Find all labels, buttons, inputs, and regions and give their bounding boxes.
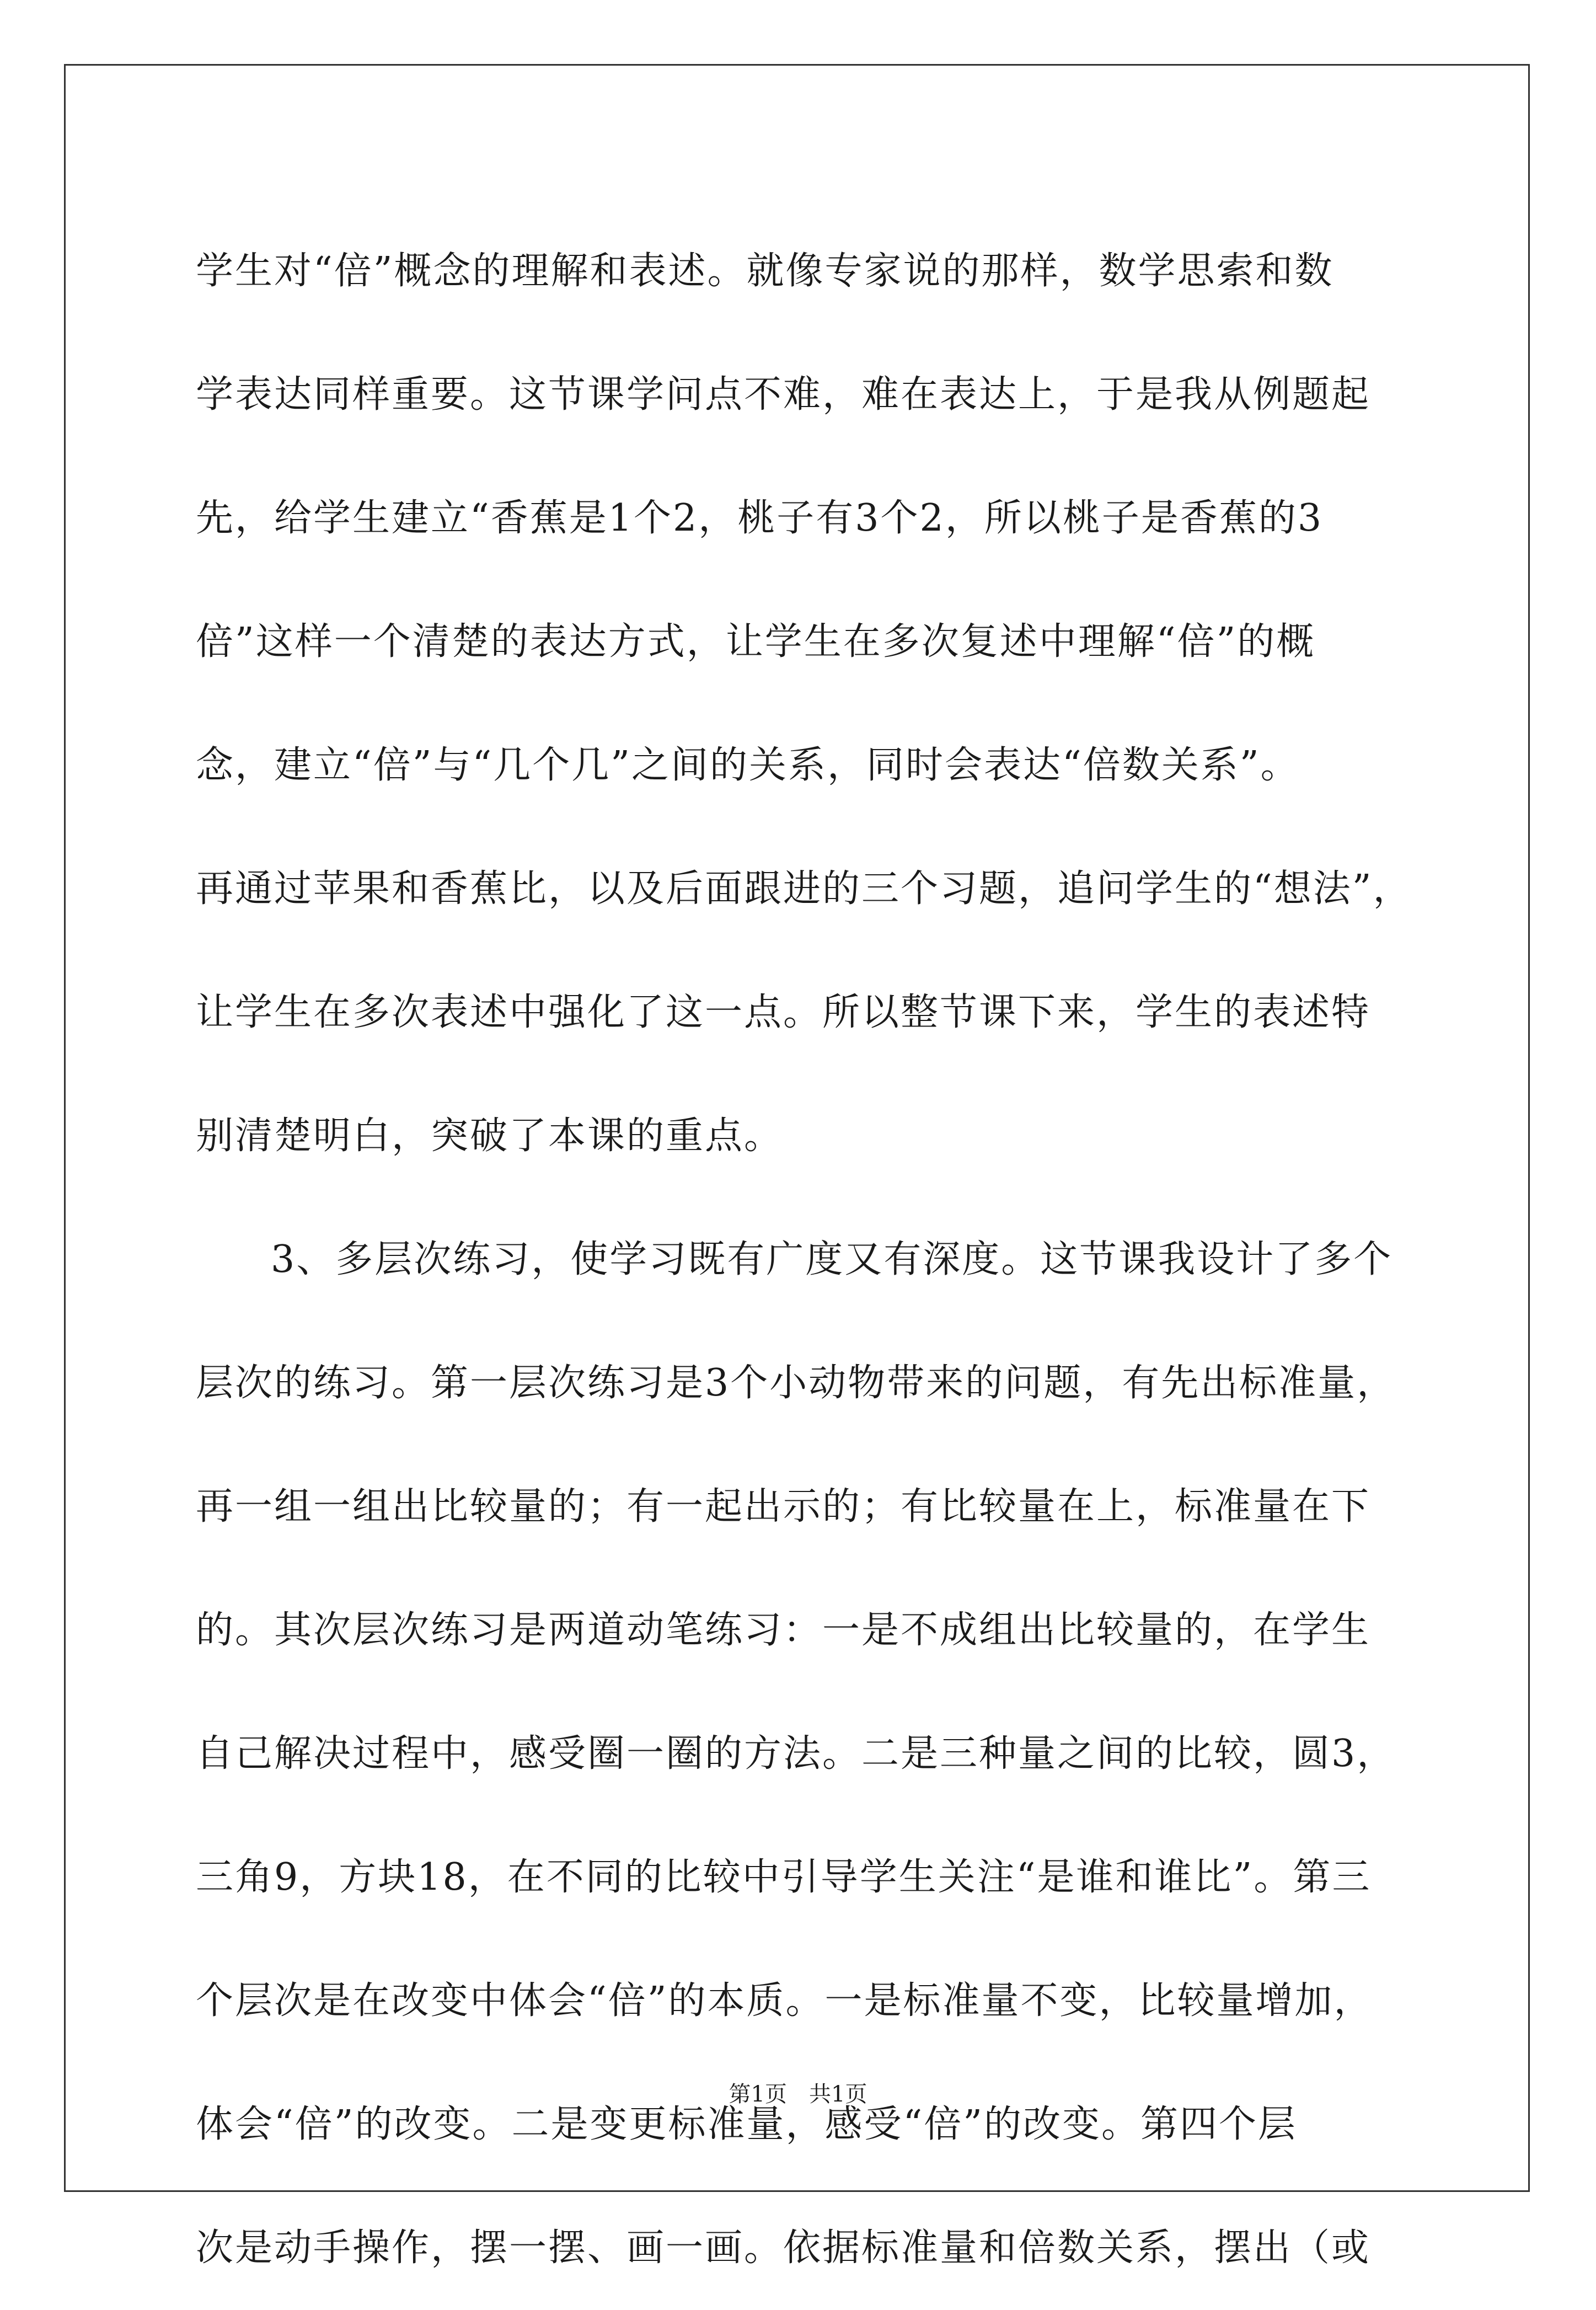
text-line: 念，建立“倍”与“几个几”之间的关系，同时会表达“倍数关系”。 [196,744,1300,787]
text-line: 次是动手操作，摆一摆、画一画。依据标准量和倍数关系，摆出（或 [196,2226,1371,2270]
text-line: 先，给学生建立“香蕉是1个2，桃子有3个2，所以桃子是香蕉的3 [196,496,1324,540]
document-body [196,210,1453,2310]
page-number-footer: 第1页 共1页 [729,2082,867,2107]
text-line: 倍”这样一个清楚的表达方式，让学生在多次复述中理解“倍”的概 [196,620,1316,664]
text-line: 学表达同样重要。这节课学问点不难，难在表达上，于是我从例题起 [196,373,1371,416]
text-line: 个层次是在改变中体会“倍”的本质。一是标准量不变，比较量增加， [196,1979,1373,2023]
text-line: 层次的练习。第一层次练习是3个小动物带来的问题，有先出标准量， [196,1361,1396,1405]
text-line: 别清楚明白，突破了本课的重点。 [196,1114,784,1158]
text-line: 自己解决过程中，感受圈一圈的方法。二是三种量之间的比较，圆3， [196,1732,1396,1776]
paragraph-start-line: 3、多层次练习，使学习既有广度又有深度。这节课我设计了多个 [271,1238,1393,1281]
text-line: 的。其次层次练习是两道动笔练习：一是不成组出比较量的，在学生 [196,1608,1371,1652]
text-line: 让学生在多次表述中强化了这一点。所以整节课下来，学生的表述特 [196,991,1371,1034]
text-line: 体会“倍”的改变。二是变更标准量，感受“倍”的改变。第四个层 [196,2103,1298,2146]
text-line: 三角9，方块18，在不同的比较中引导学生关注“是谁和谁比”。第三 [196,1856,1372,1899]
text-line: 再通过苹果和香蕉比，以及后面跟进的三个习题，追问学生的“想法”， [196,867,1412,911]
text-line: 再一组一组出比较量的；有一起出示的；有比较量在上，标准量在下 [196,1485,1371,1528]
text-line: 学生对“倍”概念的理解和表述。就像专家说的那样，数学思索和数 [196,249,1334,293]
